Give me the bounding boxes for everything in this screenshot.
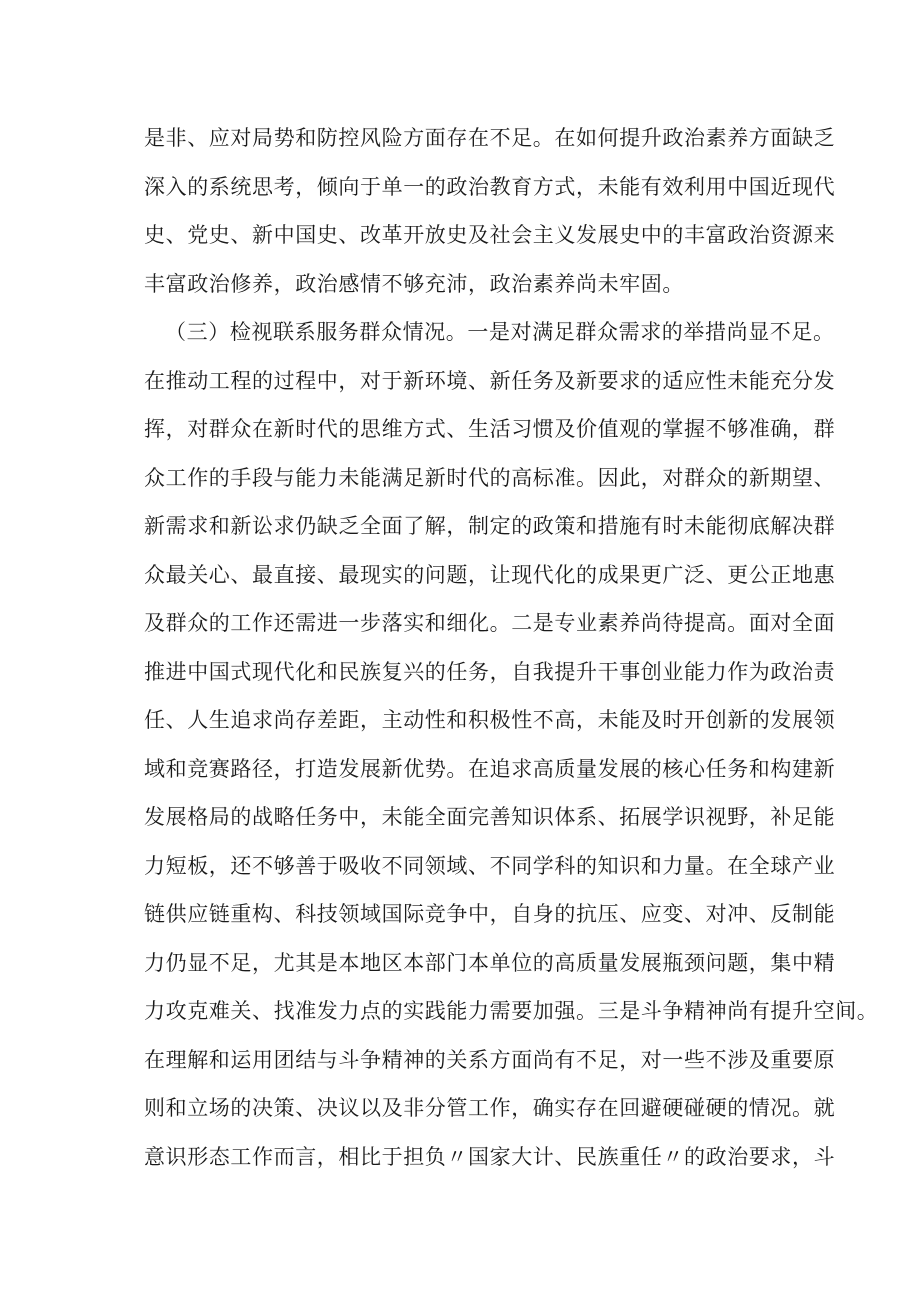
text-line: 在理解和运用团结与斗争精神的关系方面尚有不足，对一些不涉及重要原 xyxy=(144,1047,836,1072)
text-line: 力仍显不足，尤其是本地区本部门本单位的高质量发展瓶颈问题，集中精 xyxy=(144,950,836,975)
text-line: 是非、应对局势和防控风险方面存在不足。在如何提升政治素养方面缺乏 xyxy=(144,126,836,150)
text-line: 深入的系统思考，倾向于单一的政治教育方式，未能有效利用中国近现代 xyxy=(144,174,836,199)
text-line: 意识形态工作而言，相比于担负〃国家大计、民族重任〃的政治要求，斗 xyxy=(144,1144,836,1169)
text-line: 力攻克难关、找准发力点的实践能力需要加强。三是斗争精神尚有提升空间。 xyxy=(144,999,879,1023)
text-line: 挥，对群众在新时代的思维方式、生活习惯及价值观的掌握不够准确，群 xyxy=(144,417,836,441)
text-line: 链供应链重构、科技领域国际竞争中，自身的抗压、应变、对冲、反制能 xyxy=(144,902,836,926)
text-line: 推进中国式现代化和民族复兴的任务，自我提升干事创业能力作为政治责 xyxy=(144,659,836,684)
text-line: 则和立场的决策、决议以及非分管工作，确实存在回避硬碰硬的情况。就 xyxy=(144,1096,836,1120)
text-line: 发展格局的战略任务中，未能全面完善知识体系、拓展学识视野，补足能 xyxy=(144,805,836,829)
text-line: 新需求和新讼求仍缺乏全面了解，制定的政策和措施有时未能彻底解决群 xyxy=(144,514,836,538)
text-line: 及群众的工作还需进一步落实和细化。二是专业素养尚待提高。面对全面 xyxy=(144,611,836,635)
text-line: 域和竞赛路径，打造发展新优势。在追求高质量发展的核心任务和构建新 xyxy=(144,756,836,781)
text-line: 众最关心、最直接、最现实的问题，让现代化的成果更广泛、更公正地惠 xyxy=(144,562,836,587)
section-heading-line: （三）检视联系服务群众情况。一是对满足群众需求的举措尚显不足。 xyxy=(165,320,835,344)
text-line: 在推动工程的过程中，对于新环境、新任务及新要求的适应性未能充分发 xyxy=(144,368,836,393)
text-line: 任、人生追求尚存差距，主动性和积极性不高，未能及时开创新的发展领 xyxy=(144,708,836,732)
text-line: 力短板，还不够善于吸收不同领域、不同学科的知识和力量。在全球产业 xyxy=(144,853,836,878)
text-line: 史、党史、新中国史、改革开放史及社会主义发展史中的丰富政治资源来 xyxy=(144,223,836,247)
body-text xyxy=(144,114,879,1181)
text-line: 众工作的手段与能力未能满足新时代的高标准。因此，对群众的新期望、 xyxy=(144,465,836,490)
text-line: 丰富政治修养，政治感情不够充沛，政治素养尚未牢固。 xyxy=(144,271,684,296)
